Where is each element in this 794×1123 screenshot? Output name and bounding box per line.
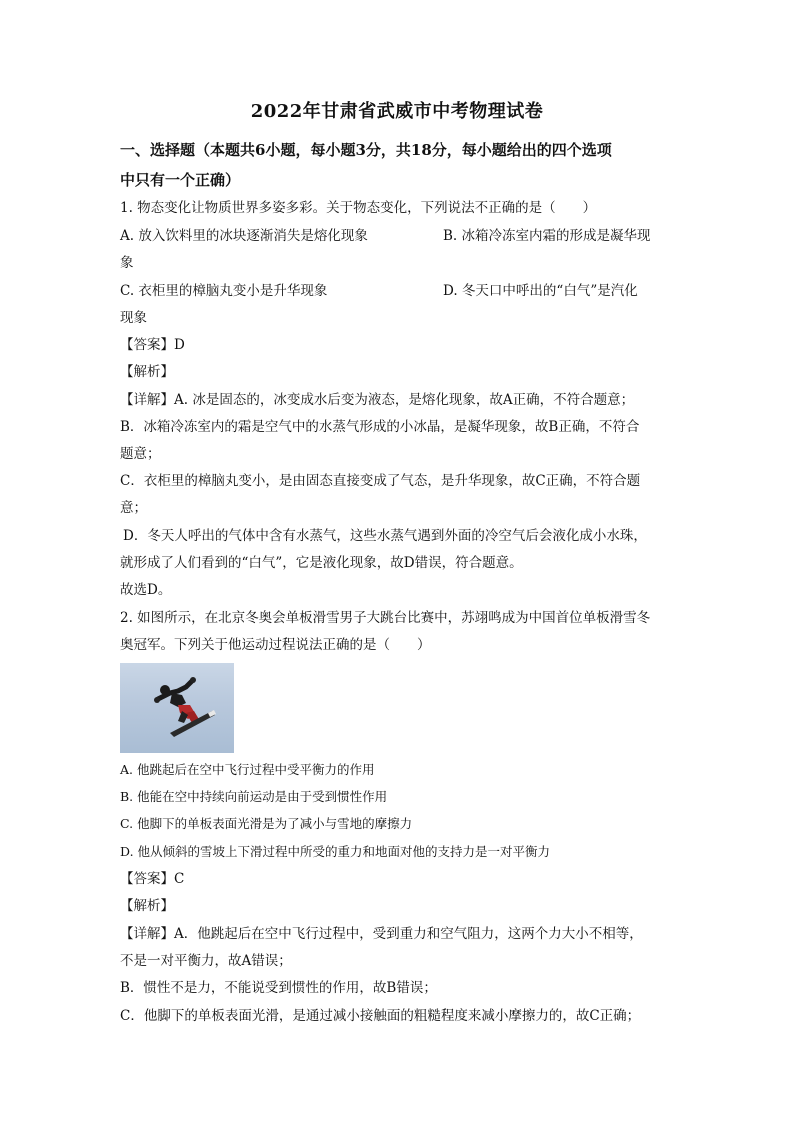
q1-answer-row [120,335,680,355]
q2-detail-a-row [120,924,680,944]
q2-detail-b: B．惯性不是力，不能说受到惯性的作用，故B错误； [120,980,437,996]
q2-option-b: B. 他能在空中持续向前运动是由于受到惯性作用 [120,789,388,804]
q1-stem: 1. 物态变化让物质世界多姿多彩。关于物态变化，下列说法不正确的是（ ） [120,200,597,216]
q1-detail-c-line1: C．衣柜里的樟脑丸变小，是由固态直接变成了气态，是升华现象，故C正确，不符合题 [120,473,641,489]
snowboarder-illustration [120,663,234,753]
q2-answer-tag: 【答案】 [120,871,174,887]
section-header-line1: 一、选择题（本题共6小题，每小题3分，共18分，每小题给出的四个选项 [120,141,612,159]
q1-detail-b-line1: B．冰箱冷冻室内的霜是空气中的水蒸气形成的小冰晶，是凝华现象，故B正确，不符合 [120,419,640,435]
q1-detail-a: A. 冰是固态的，冰变成水后变为液态，是熔化现象，故A正确，不符合题意； [174,392,635,408]
q2-option-a: A. 他跳起后在空中飞行过程中受平衡力的作用 [120,762,375,777]
q2-detail-tag: 【详解】 [120,926,174,942]
q2-option-d: D. 他从倾斜的雪坡上下滑过程中所受的重力和地面对他的支持力是一对平衡力 [120,844,551,859]
q1-detail-d-line1: D．冬天人呼出的气体中含有水蒸气，这些水蒸气遇到外面的冷空气后会液化成小水珠， [123,528,647,544]
q2-analysis-tag: 【解析】 [120,898,174,914]
q1-detail-d-line2: 就形成了人们看到的“白气”，它是液化现象，故D错误，符合题意。 [120,555,523,571]
q1-answer-tag: 【答案】 [120,337,174,353]
section-header-line2: 中只有一个正确） [120,171,241,189]
q2-option-c: C. 他脚下的单板表面光滑是为了减小与雪地的摩擦力 [120,816,413,831]
q1-conclusion: 故选D。 [120,582,172,598]
q1-option-a: A. 放入饮料里的冰块逐渐消失是熔化现象 [120,228,368,244]
q1-analysis-tag: 【解析】 [120,364,174,380]
snowboarder-photo [120,663,234,753]
q2-answer-row [120,869,680,889]
q1-option-b: B. 冰箱冷冻室内霜的形成是凝华现 [443,228,651,244]
q1-option-d-continued: 现象 [120,310,147,326]
q1-option-c: C. 衣柜里的樟脑丸变小是升华现象 [120,283,328,299]
q2-stem-line2: 奥冠军。下列关于他运动过程说法正确的是（ ） [120,637,431,653]
q1-option-d: D. 冬天口中呼出的“白气”是汽化 [443,283,638,299]
q1-detail-c-line2: 意； [120,500,147,516]
q2-answer: C [174,871,185,887]
q2-detail-a-line2: 不是一对平衡力，故A错误； [120,953,292,969]
q1-option-b-continued: 象 [120,255,134,271]
q1-detail-a-row [120,390,680,410]
q2-detail-c: C．他脚下的单板表面光滑，是通过减小接触面的粗糙程度来减小摩擦力的，故C正确； [120,1008,641,1024]
q2-stem-line1: 2. 如图所示，在北京冬奥会单板滑雪男子大跳台比赛中，苏翊鸣成为中国首位单板滑雪冬 [120,610,651,626]
page-title: 2022年甘肃省武威市中考物理试卷 [250,101,544,122]
q1-detail-tag: 【详解】 [120,392,174,408]
q1-detail-b-line2: 题意； [120,446,161,462]
q2-detail-a-line1: A．他跳起后在空中飞行过程中，受到重力和空气阻力，这两个力大小不相等， [174,926,643,942]
q1-answer: D [174,337,185,353]
